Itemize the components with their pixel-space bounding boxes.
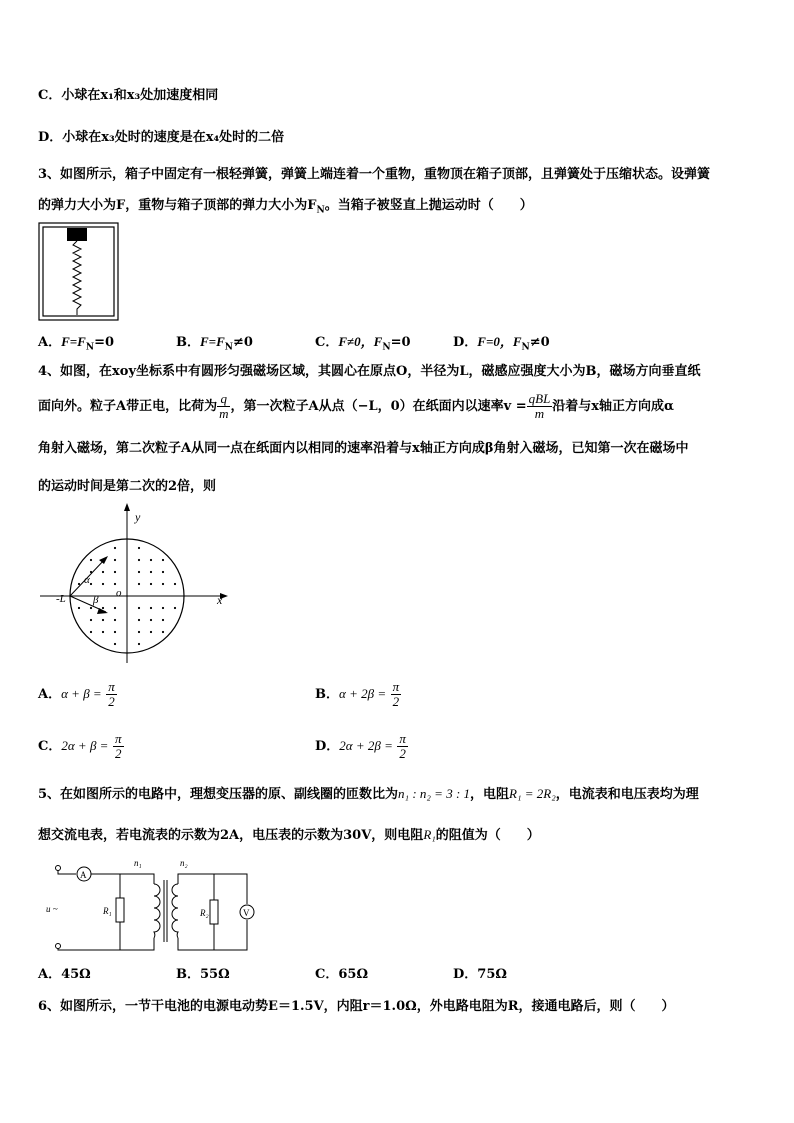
primary-coil: [154, 884, 160, 938]
field-dot: [114, 571, 116, 573]
field-dot: [150, 619, 152, 621]
field-dot: [114, 643, 116, 645]
field-dot: [162, 571, 164, 573]
q5-option-a: A．45Ω: [38, 967, 91, 982]
field-dot: [138, 643, 140, 645]
field-dot: [90, 607, 92, 609]
field-dot: [138, 559, 140, 561]
q2-option-c: C．小球在x₁和x₃处加速度相同: [38, 88, 219, 103]
field-dot: [162, 631, 164, 633]
field-dot: [138, 607, 140, 609]
field-dot: [114, 583, 116, 585]
field-dot: [150, 607, 152, 609]
q5-option-c: C．65Ω: [315, 967, 369, 982]
field-dot: [102, 619, 104, 621]
field-dot: [78, 583, 80, 585]
resistor-r2: [210, 900, 218, 924]
field-dot: [174, 583, 176, 585]
alpha-label: α: [84, 574, 90, 586]
secondary-coil: [172, 884, 178, 938]
beta-label: β: [93, 594, 99, 606]
field-dot: [102, 583, 104, 585]
field-dot: [114, 559, 116, 561]
field-dot: [162, 559, 164, 561]
field-dot: [162, 583, 164, 585]
source-label: u ~: [46, 904, 58, 914]
neg-l-label: -L: [56, 593, 66, 605]
q3-stem-line1: 3、如图所示，箱子中固定有一根轻弹簧，弹簧上端连着一个重物，重物顶在箱子顶部，且弹簧处于压缩状态。设弹簧: [38, 167, 711, 182]
spring: [73, 241, 81, 315]
q4-stem-line2: 面向外。粒子A带正电，比荷为 $\frac{q}{m}$ ，第一次粒子A从点（−L，0）在纸面内以速率v = $\frac{\text{qBL}}{m}$ 沿着与x轴正方向成α: [38, 391, 675, 421]
q5-option-d: D．75Ω: [453, 967, 507, 982]
field-dot: [102, 607, 104, 609]
field-dot: [114, 619, 116, 621]
field-dot: [78, 607, 80, 609]
q5-stem-line1: 5、在如图所示的电路中，理想变压器的原、副线圈的匝数比为n₁ : n₂ = 3 : 1，电阻R₁ = 2R₂，电流表和电压表均为理: [38, 786, 699, 802]
charge-mass-fraction: $\frac{q}{m}$: [219, 391, 229, 421]
field-dot: [138, 619, 140, 621]
field-dot: [90, 631, 92, 633]
field-dot: [150, 571, 152, 573]
q5-stem-line2: 想交流电表，若电流表的示数为2A，电压表的示数为30V，则电阻R₁的阻值为（ ）: [38, 827, 540, 843]
voltmeter-label: V: [243, 908, 250, 918]
q2-option-d: D．小球在x₃处时的速度是在x₄处时的二倍: [38, 130, 285, 145]
q4-option-b: B．α + 2β = $\frac{\pi}{2}$: [315, 679, 400, 709]
q4-stem-line3: 角射入磁场，第二次粒子A从同一点在纸面内以相同的速率沿着与x轴正方向成β角射入磁场，已知第一次在磁场中: [38, 441, 689, 456]
ammeter-label: A: [80, 870, 87, 880]
field-dot: [162, 607, 164, 609]
q6-stem-line1: 6、如图所示，一节干电池的电源电动势E＝1.5V，内阻r＝1.0Ω，外电路电阻为R，接通电路后，则（ ）: [38, 999, 675, 1014]
field-dot: [150, 583, 152, 585]
q3-option-c: C．F≠0，$F_N=0$: [315, 334, 411, 353]
speed-fraction: $\frac{\text{qBL}}{m}$: [528, 391, 551, 421]
q5-option-b: B．55Ω: [176, 967, 230, 982]
x-label: x: [217, 593, 223, 607]
q3-box-spring-figure: [38, 222, 120, 322]
field-dot: [114, 547, 116, 549]
field-dot: [138, 571, 140, 573]
n2-label: n₂: [180, 858, 188, 868]
n1-label: n₁: [134, 858, 142, 868]
q3-option-b: B．$F=F_N\ne 0$: [176, 334, 253, 353]
resistor-r1: [116, 898, 124, 922]
q3-option-d: D．F=0，$F_N\ne 0$: [453, 334, 550, 353]
field-dot: [90, 619, 92, 621]
field-dot: [150, 631, 152, 633]
field-dot: [114, 631, 116, 633]
field-dot: [138, 547, 140, 549]
q5-circuit-figure: [42, 856, 267, 956]
y-label: y: [135, 510, 141, 524]
wire: [58, 870, 76, 874]
field-dot: [138, 583, 140, 585]
field-dot: [102, 631, 104, 633]
field-dot: [90, 583, 92, 585]
r1-label: R₁: [103, 906, 112, 916]
field-dot: [90, 559, 92, 561]
field-dot: [150, 559, 152, 561]
origin-label: o: [116, 587, 122, 599]
field-dot: [138, 631, 140, 633]
q4-stem-line4: 的运动时间是第二次的2倍，则: [38, 479, 217, 494]
r2-label: R₂: [200, 908, 209, 918]
q3-option-a: A．$F=F_N=0$: [38, 334, 115, 353]
field-dot: [114, 607, 116, 609]
q4-option-c: C．2α + β = $\frac{\pi}{2}$: [38, 731, 122, 761]
q4-magnetic-field-figure: [36, 500, 236, 665]
q3-stem-line2: 的弹力大小为F，重物与箱子顶部的弹力大小为$F_N$。当箱子被竖直上抛运动时（ ）: [38, 198, 533, 216]
q4-option-d: D．2α + 2β = $\frac{\pi}{2}$: [315, 731, 406, 761]
q4-option-a: A．α + β = $\frac{\pi}{2}$: [38, 679, 115, 709]
field-dot: [162, 619, 164, 621]
q4-stem-line1: 4、如图，在xoy坐标系中有圆形匀强磁场区域，其圆心在原点O，半径为L，磁感应强度大小为B，磁场方向垂直纸: [38, 364, 701, 379]
weight-block: [67, 228, 87, 241]
field-dot: [174, 607, 176, 609]
field-dot: [102, 571, 104, 573]
